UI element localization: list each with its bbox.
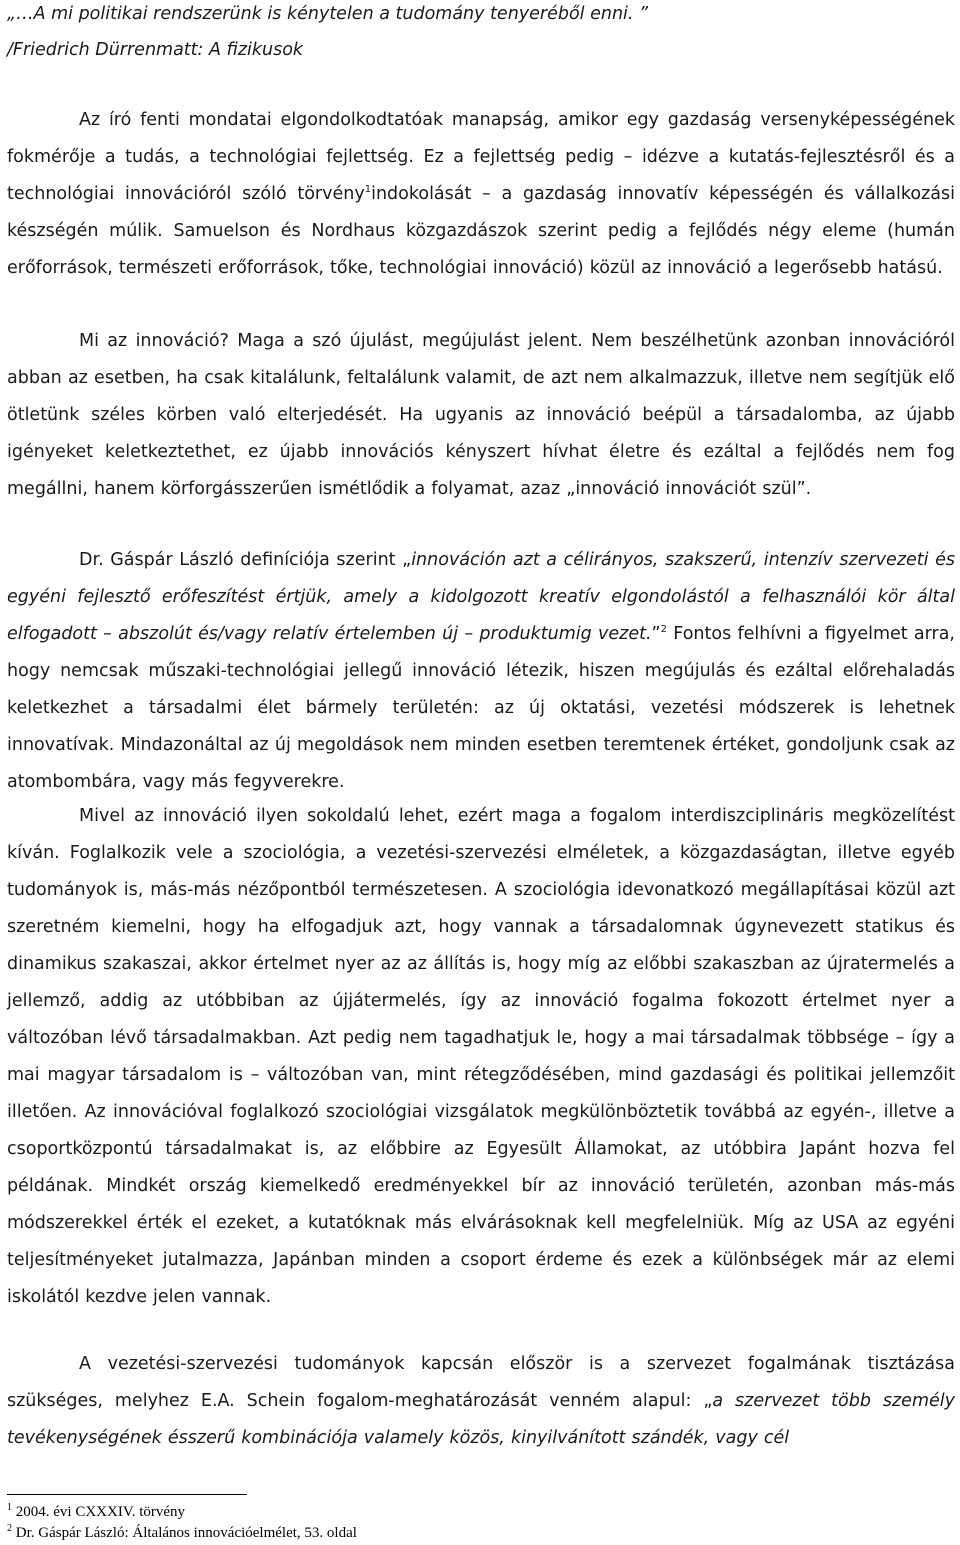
paragraph-1-text-b: indokolását – a gazdaság innovatív képességén és vállalkozási készségén múlik. Samuelson és Nordhaus közgazdászok szerint pedig a fejlődés négy eleme (humán erőforrások, természeti erőforrások, tőke, technológiai innováció) közül az innováció a legerősebb hatású. [7, 184, 955, 278]
gaspar-definition-quote: innováción azt a célirányos, szakszerű, intenzív szervezeti és egyéni fejlesztő erőfeszítést értjük, amely a kidolgozott kreatív elgondolástól a felhasználói kör által elfogadott – abszolút és/vagy relatív értelemben új – produktumig vezet. [7, 550, 955, 644]
footnote-1-number: 1 [7, 1502, 12, 1513]
motto-quote: „…A mi politikai rendszerünk is kénytelen a tudomány tenyeréből enni. ” [7, 4, 649, 24]
paragraph-5 [7, 1346, 955, 1457]
footnote-2 [7, 1524, 357, 1542]
schein-definition-quote: a szervezet több személy tevékenységének ésszerű kombinációja valamely közös, kinyilvánított szándék, vagy cél [7, 1391, 955, 1448]
paragraph-3-text-a: Dr. Gáspár László definíciója szerint „ [79, 550, 412, 570]
footnote-1-text: 2004. évi CXXXIV. törvény [15, 1504, 186, 1520]
paragraph-3 [7, 542, 955, 801]
paragraph-4 [7, 798, 955, 1316]
paragraph-2-text: Mi az innováció? Maga a szó újulást, megújulást jelent. Nem beszélhetünk azonban innovációról abban az esetben, ha csak kitalálunk, feltalálunk valamit, de azt nem alkalmazzuk, illetve nem segítjük elő ötletünk széles körben való elterjedését. Ha ugyanis az innováció beépül a társadalomba, az újabb igényeket keletkeztethet, ez újabb innovációs kényszert hívhat életre és ezáltal a fejlődés nem fog megállni, hanem körforgásszerűen ismétlődik a folyamat, azaz „innováció innovációt szül”. [7, 331, 955, 499]
footnote-2-number: 2 [7, 1523, 12, 1534]
motto-source: /Friedrich Dürrenmatt: A fizikusok [7, 40, 304, 60]
paragraph-4-text: Mivel az innováció ilyen sokoldalú lehet, ezért maga a fogalom interdiszciplináris megközelítést kíván. Foglalkozik vele a szociológia, a vezetési-szervezési elméletek, a közgazdaságtan, illetve egyéb tudományok is, más-más nézőpontból természetesen. A szociológia idevonatkozó megállapításai közül azt szeretném kiemelni, hogy ha elfogadjuk azt, hogy vannak a társadalomnak úgynevezett statikus és dinamikus szakaszai, akkor értelmet nyer az az állítás is, hogy míg az előbbi szakaszban az újratermelés a jellemző, addig az utóbbiban az újjátermelés, így az innováció fogalma fokozott értelmet nyer a változóban lévő társadalmakban. Azt pedig nem tagadhatjuk le, hogy a mai társadalmak többsége – így a mai magyar társadalom is – változóban van, mint rétegződésében, mind gazdasági és politikai jellemzőit illetően. Az innovációval foglalkozó szociológiai vizsgálatok megkülönböztetik továbbá az egyén-, illetve a csoportközpontú társadalmakat is, az előbbire az Egyesült Államokat, az utóbbira Japánt hozva fel példának. Mindkét ország kiemelkedő eredményekkel bír az innováció területén, azonban más-más módszerekkel érték el ezeket, a kutatóknak más elvárásoknak kell megfelelniük. Míg az USA az egyéni teljesítményeket jutalmazza, Japánban minden a csoport érdeme és ezek a különbségek már az elemi iskolától kezdve jelen vannak. [7, 806, 955, 1307]
paragraph-5-text-a: A vezetési-szervezési tudományok kapcsán először is a szervezet fogalmának tisztázása szükséges, melyhez E.A. Schein fogalom-meghatározását venném alapul: „ [7, 1354, 955, 1411]
footnote-1 [7, 1503, 185, 1521]
footnote-ref-1: 1 [364, 184, 372, 196]
footnote-separator [7, 1494, 247, 1495]
paragraph-3-close-quote: ” [651, 624, 661, 644]
paragraph-1 [7, 102, 955, 287]
paragraph-3-text-c: Fontos felhívni a figyelmet arra, hogy nemcsak műszaki-technológiai jellegű innováció létezik, hiszen megújulás és ezáltal előrehaladás keletkezhet a társadalmi élet bármely területén: az új oktatási, vezetési módszerek is lehetnek innovatívak. Mindazonáltal az új megoldások nem minden esetben teremtenek értéket, gondoljunk csak az atombombára, vagy más fegyverekre. [7, 624, 955, 792]
paragraph-2 [7, 323, 955, 508]
paragraph-1-text-a: Az író fenti mondatai elgondolkodtatóak manapság, amikor egy gazdaság versenyképességének fokmérője a tudás, a technológiai fejlettség. Ez a fejlettség pedig – idézve a kutatás-fejlesztésről és a technológiai innovációról szóló törvény [7, 110, 955, 204]
footnote-ref-2: 2 [660, 624, 667, 636]
footnote-2-text: Dr. Gáspár László: Általános innovációelmélet, 53. oldal [15, 1525, 357, 1541]
